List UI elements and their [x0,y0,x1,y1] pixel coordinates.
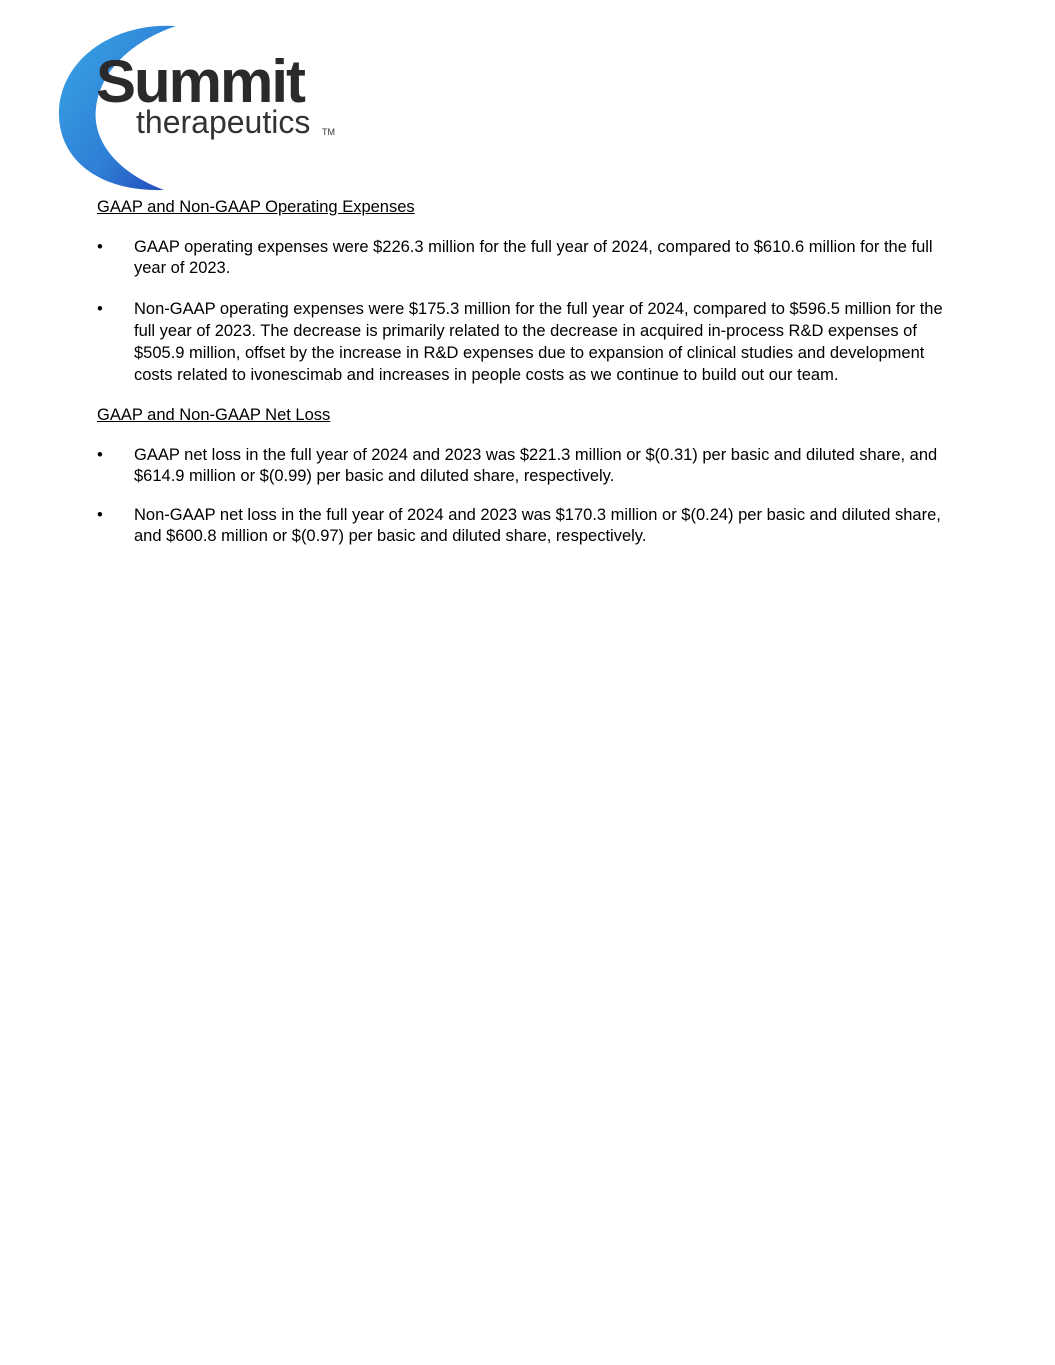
summit-therapeutics-logo [56,22,346,194]
bullet-text: Non-GAAP net loss in the full year of 2024 and 2023 was $170.3 million or $(0.24) per basic and diluted share, and $600.8 million or $(0.97) per basic and diluted share, respectively. [134,506,941,545]
list-item [97,505,963,547]
list-item [97,445,963,487]
bullet-icon: • [97,446,103,464]
bullet-icon: • [97,506,103,524]
logo-trademark: TM [322,127,335,137]
bullet-text: GAAP net loss in the full year of 2024 and 2023 was $221.3 million or $(0.31) per basic and diluted share, and $614.9 million or $(0.99) per basic and diluted share, respectively. [134,446,938,485]
document-body [97,197,963,547]
section-heading-net-loss: GAAP and Non-GAAP Net Loss [97,406,331,424]
list-item [97,298,963,386]
logo-brand-text: Summit [96,48,305,115]
bullet-icon: • [97,238,103,256]
bullet-text: Non-GAAP operating expenses were $175.3 million for the full year of 2024, compared to $596.5 million for the full year of 2023. The decrease is primarily related to the decrease in acquired in-process R&D expenses of $505.9 million, offset by the increase in R&D expenses due to expansion of clinical studies and development costs related to ivonescimab and increases in people costs as we continue to build out our team. [134,300,943,384]
list-item [97,237,963,279]
section-heading-operating-expenses: GAAP and Non-GAAP Operating Expenses [97,198,415,216]
operating-expenses-list [97,237,963,386]
bullet-icon: • [97,300,103,318]
bullet-text: GAAP operating expenses were $226.3 million for the full year of 2024, compared to $610.6 million for the full year of 2023. [134,238,933,277]
net-loss-list [97,445,963,547]
logo-subtitle-text: therapeutics [136,104,311,140]
